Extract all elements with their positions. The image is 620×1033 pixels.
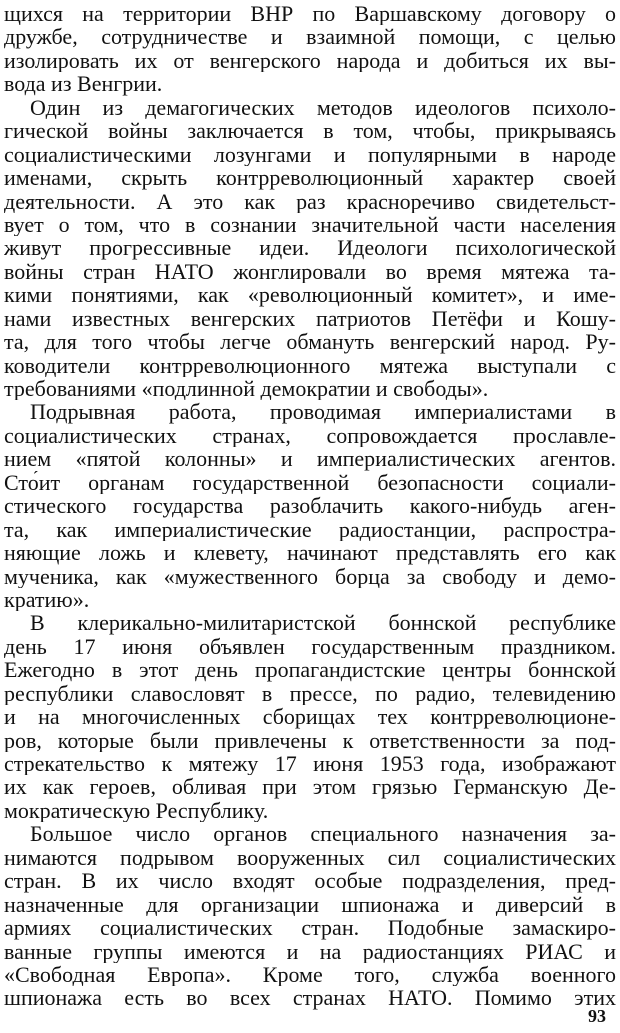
- text-line: ров, которые были привлечены к ответственности за под-: [4, 728, 616, 752]
- text-line: Один из демагогических методов идеологов психоло-: [30, 95, 616, 120]
- text-line: дружбе, сотрудничестве и взаимной помощи, с целью: [4, 25, 616, 49]
- body-text: [4, 2, 616, 1010]
- text-line: стического государства разоблачить какого-нибудь аген-: [4, 494, 616, 518]
- text-line: ванные группы имеются и на радиостанциях РИАС и: [4, 939, 616, 963]
- text-line: вода из Венгрии.: [4, 72, 163, 96]
- text-line: деятельности. А это как раз красноречиво свидетельст-: [4, 189, 616, 213]
- text-line: мократическую Республику.: [4, 798, 269, 823]
- text-line: кратию».: [4, 587, 90, 612]
- text-line: щихся на территории ВНР по Варшавскому договору о: [4, 2, 616, 26]
- text-line: Ежегодно в этот день пропагандистские центры боннской: [4, 658, 616, 682]
- page-number: 93: [588, 1006, 606, 1026]
- text-line: социалистических странах, сопровождается прославле-: [4, 423, 616, 448]
- text-line: армиях социалистических стран. Подобные замаскиро-: [4, 916, 616, 940]
- text-line: нием «пятой колонны» и империалистических агентов.: [4, 447, 616, 471]
- text-line: именами, скрыть контрреволюционный характер своей: [4, 166, 616, 190]
- text-line: ководители контрреволюционного мятежа выступали с: [4, 353, 616, 377]
- text-line: та, как империалистические радиостанции, распростра-: [4, 517, 616, 542]
- text-line: Большое число органов специального назначения за-: [30, 822, 616, 846]
- text-line: и на многочисленных сборищах тех контрреволюционе-: [4, 705, 616, 729]
- text-line: требованиями «подлинной демократии и свободы».: [4, 377, 489, 401]
- text-line: шпионажа есть во всех странах НАТО. Помимо этих: [4, 986, 616, 1010]
- text-line: вует о том, что в сознании значительной части населения: [4, 212, 616, 237]
- text-line: их как героев, обливая при этом грязью Германскую Де-: [4, 775, 616, 799]
- text-line: мученика, как «мужественного борца за свободу и демо-: [4, 564, 616, 588]
- text-line: изолировать их от венгерского народа и добиться их вы-: [4, 48, 616, 73]
- text-line: Подрывная работа, проводимая империалистами в: [30, 400, 616, 424]
- text-line: стран. В их число входят особые подразделения, пред-: [4, 869, 616, 893]
- text-line: «Свободная Европа». Кроме того, служба военного: [4, 962, 616, 987]
- text-line: нимаются подрывом вооруженных сил социалистических: [4, 845, 616, 870]
- text-line: день 17 июня объявлен государственным праздником.: [4, 634, 616, 659]
- text-line: Сто́ит органам государственной безопасности социали-: [4, 470, 616, 495]
- text-line: назначенные для организации шпионажа и диверсий в: [4, 892, 616, 917]
- text-line: войны стран НАТО жонглировали во время мятежа та-: [4, 259, 616, 284]
- book-page: [4, 0, 616, 1033]
- text-line: та, для того чтобы легче обмануть венгерский народ. Ру-: [4, 330, 616, 354]
- text-line: В клерикально-милитаристской боннской республике: [30, 611, 616, 635]
- text-line: республики славословят в прессе, по радио, телевидению: [4, 681, 616, 706]
- text-line: гической войны заключается в том, чтобы, прикрываясь: [4, 119, 616, 143]
- text-line: стрекательство к мятежу 17 июня 1953 года, изображают: [4, 752, 616, 776]
- text-line: кими понятиями, как «революционный комитет», и име-: [4, 283, 616, 307]
- text-line: нами известных венгерских патриотов Петёфи и Кошу-: [4, 306, 616, 331]
- text-line: живут прогрессивные идеи. Идеологи психологической: [4, 236, 616, 260]
- text-line: няющие ложь и клевету, начинают представлять его как: [4, 541, 616, 565]
- text-line: социалистическими лозунгами и популярными в народе: [4, 142, 616, 167]
